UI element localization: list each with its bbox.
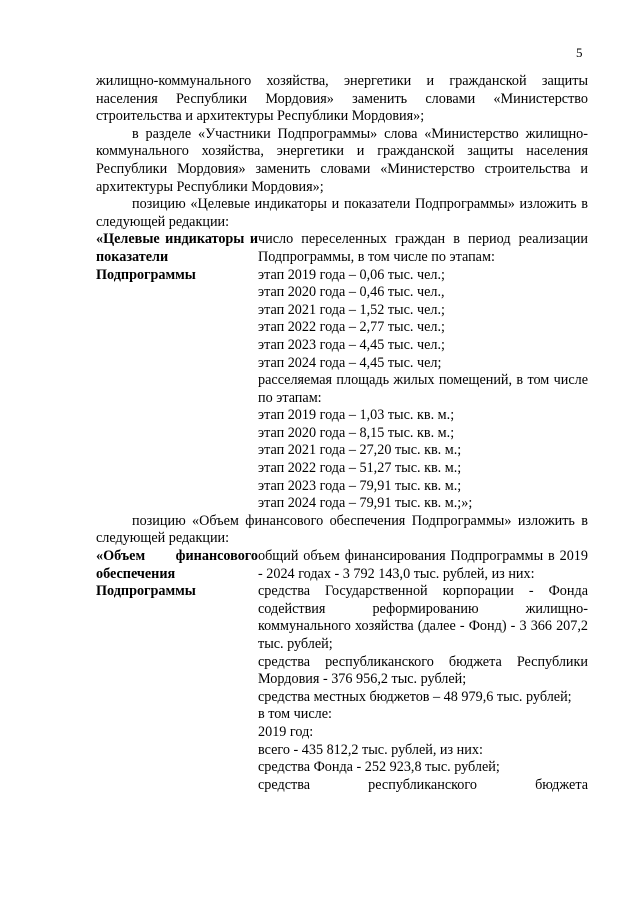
paragraph: в разделе «Участники Подпрограммы» слова «Министерство жилищно-коммунального хозяйства, энергетики и гражданской защиты населения Республики Мордовия» заменить словами «Министерство строительства и архитектуры Республики Мордовия»; — [96, 125, 588, 195]
targets-block — [96, 231, 588, 513]
value-line: общий объем финансирования Подпрограммы в 2019 - 2024 годах - 3 792 143,0 тыс. рублей, из них: — [258, 548, 588, 582]
document-body — [96, 73, 588, 794]
funding-block — [96, 548, 588, 794]
value-line: средства республиканского бюджета — [258, 776, 588, 793]
value-line: этап 2020 года – 8,15 тыс. кв. м.; — [258, 424, 455, 441]
value-line: этап 2024 года – 79,91 тыс. кв. м.;»; — [258, 495, 473, 512]
paragraph: позицию «Объем финансового обеспечения Подпрограммы» изложить в следующей редакции: — [96, 512, 588, 547]
value-line: всего - 435 812,2 тыс. рублей, из них: — [258, 741, 483, 758]
funding-label: «Объем финансового обеспечения Подпрограммы — [96, 548, 258, 600]
value-line: в том числе: — [258, 706, 332, 723]
value-line: средства республиканского бюджета Республики Мордовия - 376 956,2 тыс. рублей; — [258, 653, 588, 688]
targets-values — [258, 231, 588, 513]
page-number: 5 — [576, 45, 583, 60]
value-line: расселяемая площадь жилых помещений, в том числе по этапам: — [258, 372, 588, 406]
value-line: этап 2021 года – 1,52 тыс. чел.; — [258, 301, 445, 318]
paragraph: жилищно-коммунального хозяйства, энергетики и гражданской защиты населения Республики Мордовия» заменить словами «Министерство строительства и архитектуры Республики Мордовия»; — [96, 73, 588, 125]
value-line: средства местных бюджетов – 48 979,6 тыс. рублей; — [258, 688, 572, 705]
value-line: этап 2021 года – 27,20 тыс. кв. м.; — [258, 442, 462, 459]
value-line: этап 2022 года – 51,27 тыс. кв. м.; — [258, 460, 462, 477]
value-line: этап 2023 года – 4,45 тыс. чел.; — [258, 336, 445, 353]
value-line: этап 2022 года – 2,77 тыс. чел.; — [258, 319, 445, 336]
paragraph: позицию «Целевые индикаторы и показатели Подпрограммы» изложить в следующей редакции: — [96, 196, 588, 230]
value-line: этап 2023 года – 79,91 тыс. кв. м.; — [258, 477, 462, 494]
value-line: средства Государственной корпорации - Фонда содействия реформированию жилищно-коммунального хозяйства (далее - Фонд) - 3 366 207,2 тыс. рублей; — [258, 583, 588, 652]
value-line: 2019 год: — [258, 723, 314, 740]
value-line: число переселенных граждан в период реализации Подпрограммы, в том числе по этапам: — [258, 231, 588, 265]
funding-values — [258, 548, 588, 794]
value-line: средства Фонда - 252 923,8 тыс. рублей; — [258, 759, 500, 776]
value-line: этап 2019 года – 1,03 тыс. кв. м.; — [258, 407, 455, 424]
targets-label: «Целевые индикаторы и показатели Подпрограммы — [96, 231, 258, 283]
value-line: этап 2020 года – 0,46 тыс. чел., — [258, 284, 445, 301]
value-line: этап 2024 года – 4,45 тыс. чел; — [258, 354, 442, 371]
value-line: этап 2019 года – 0,06 тыс. чел.; — [258, 266, 445, 283]
